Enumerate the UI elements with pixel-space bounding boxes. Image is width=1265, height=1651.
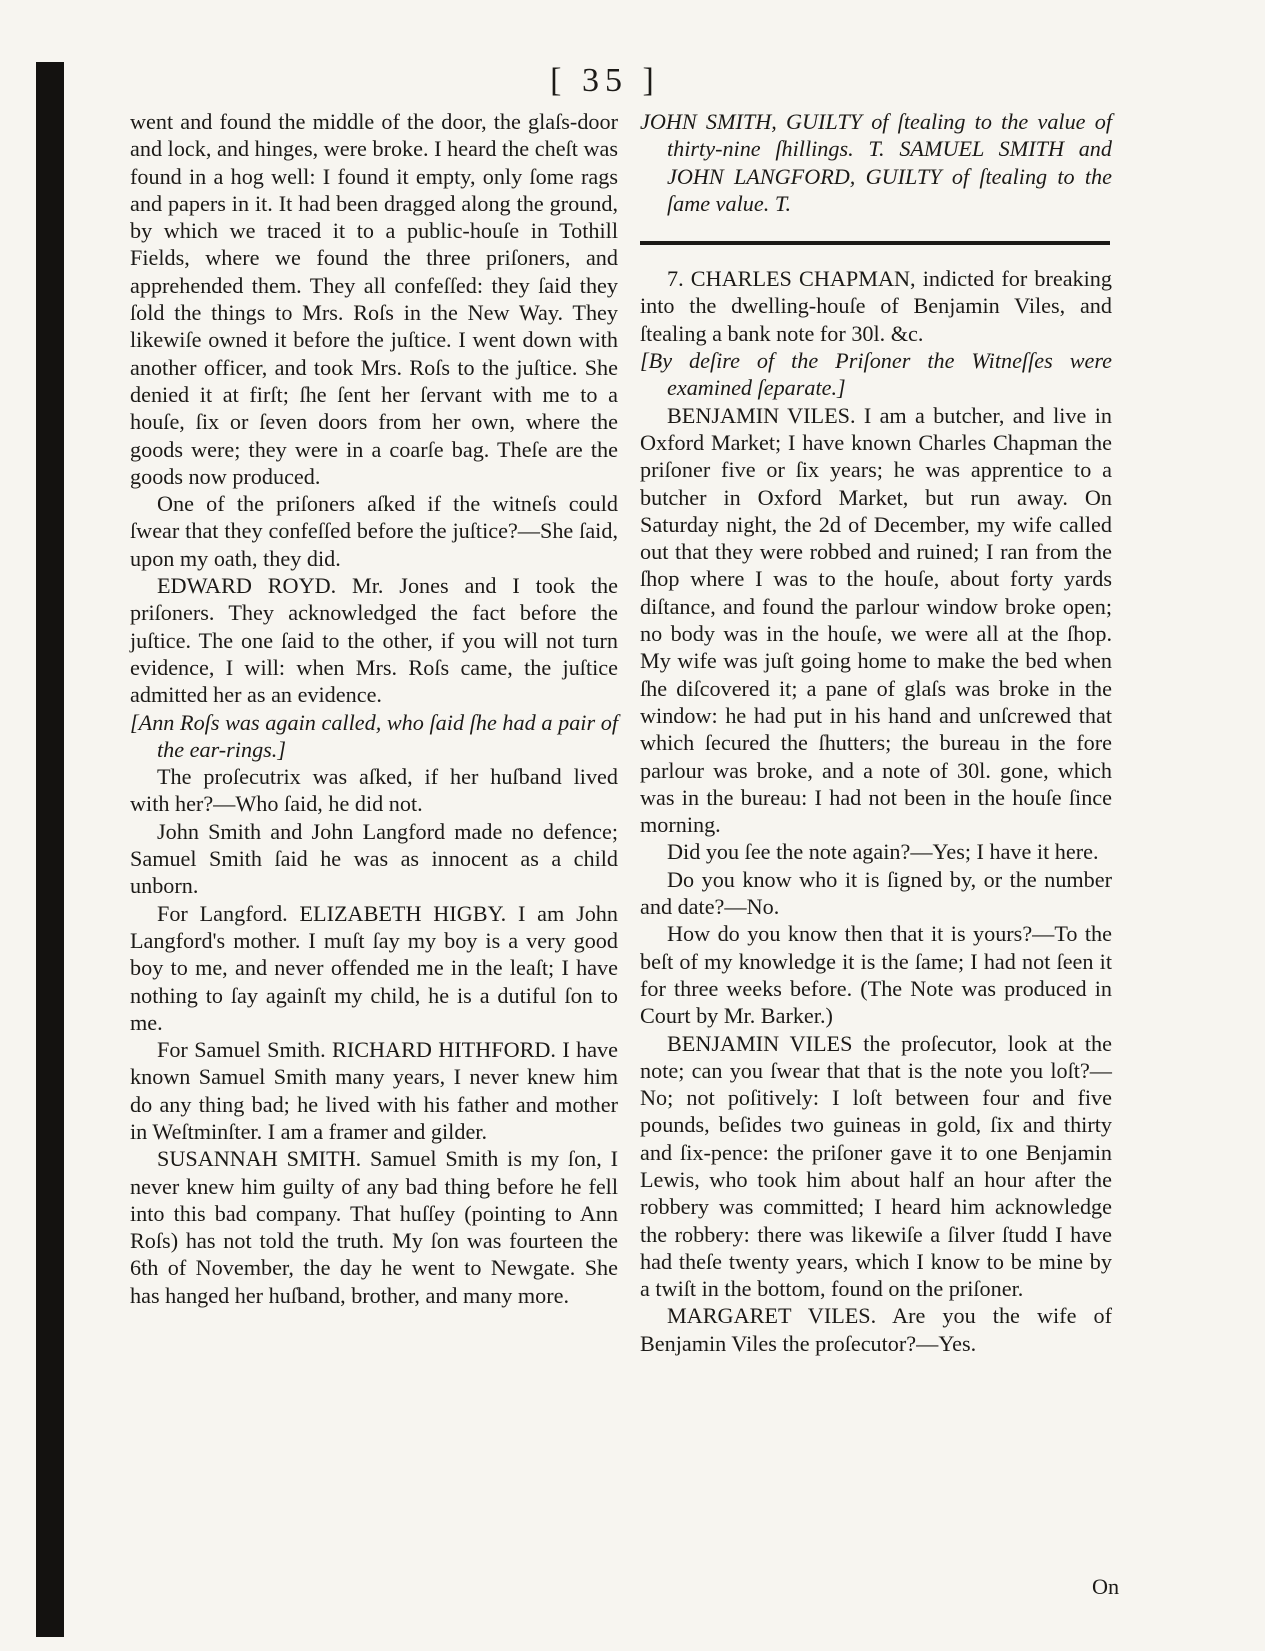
paragraph: John Smith and John Langford made no defence; Samuel Smith ſaid he was as innocent as a child unborn. bbox=[130, 818, 618, 899]
paragraph: EDWARD ROYD. Mr. Jones and I took the priſoners. They acknowledged the fact before the juſtice. The one ſaid to the other, if you will not turn evidence, I will: when Mrs. Roſs came, the juſtice admitted her as an evidence. bbox=[130, 573, 618, 708]
paragraph: BENJAMIN VILES. I am a butcher, and live in Oxford Market; I have known Charles Chapman the priſoner five or ſix years; he was apprentice to a butcher in Oxford Market, but run away. On Saturday night, the 2d of December, my wife called out that they were robbed and ruined; I ran from the ſhop where I was to the houſe, about forty yards diſtance, and found the parlour window broke open; no body was in the houſe, we were all at the ſhop. My wife was juſt going home to make the bed when ſhe diſcovered it; a pane of glaſs was broke in the window: he had put in his hand and unſcrewed that which ſecured the ſhutters; the bureau in the fore parlour was broke, and a note of 30l. gone, which was in the bureau: I had not been in the houſe ſince morning. bbox=[640, 402, 1112, 838]
paragraph: For Samuel Smith. RICHARD HITHFORD. I have known Samuel Smith many years, I never knew him do any thing bad; he lived with his father and mother in Weſtminſter. I am a framer and gilder. bbox=[130, 1037, 618, 1144]
bracketed-note: [By deſire of the Priſoner the Witneſſes were examined ſeparate.] bbox=[640, 348, 1112, 401]
catchword: On bbox=[1092, 1574, 1120, 1599]
paragraph: went and found the middle of the door, the glaſs-door and lock, and hinges, were broke. I heard the cheſt was found in a hog well: I found it empty, only ſome rags and papers in it. It had been dragged along the ground, by which we traced it to a public-houſe in Tothill Fields, where we found the three priſoners, and apprehended them. They all confeſſed: they ſaid they ſold the things to Mrs. Roſs in the New Way. They likewiſe owned it before the juſtice. I went down with another officer, and took Mrs. Roſs to the juſtice. She denied it at firſt; ſhe ſent her ſervant with me to a houſe, ſix or ſeven doors from her own, where the goods were; they were in a coarſe bag. Theſe are the goods now produced. bbox=[130, 109, 618, 489]
paragraph: The proſecutrix was aſked, if her huſband lived with her?—Who ſaid, he did not. bbox=[130, 764, 618, 817]
paragraph: Did you ſee the note again?—Yes; I have it here. bbox=[667, 839, 1099, 865]
bracketed-note: [Ann Roſs was again called, who ſaid ſhe had a pair of the ear-rings.] bbox=[130, 709, 618, 762]
paragraph: SUSANNAH SMITH. Samuel Smith is my ſon, I never knew him guilty of any bad thing before he fell into this bad company. That huſſey (pointing to Ann Roſs) has not told the truth. My ſon was fourteen the 6th of November, the day he went to Newgate. She has hanged her huſband, brother, and many more. bbox=[130, 1146, 618, 1308]
paragraph: 7. CHARLES CHAPMAN, indicted for breaking into the dwelling-houſe of Benjamin Viles, and ſtealing a bank note for 30l. &c. bbox=[640, 266, 1112, 346]
right-column bbox=[640, 108, 1112, 1357]
paragraph: Do you know who it is ſigned by, or the number and date?—No. bbox=[640, 866, 1112, 920]
left-column bbox=[130, 108, 618, 1309]
verdict: JOHN SMITH, GUILTY of ſtealing to the value of thirty-nine ſhillings. T. SAMUEL SMITH and JOHN LANGFORD, GUILTY of ſtealing to the ſame value. T. bbox=[640, 109, 1112, 216]
paragraph: How do you know then that it is yours?—To the beſt of my knowledge it is the ſame; I had not ſeen it for three weeks before. (The Note was produced in Court by Mr. Barker.) bbox=[640, 921, 1112, 1029]
binding-shadow bbox=[36, 62, 64, 1637]
paragraph: One of the priſoners aſked if the witneſs could ſwear that they confeſſed before the juſtice?—She ſaid, upon my oath, they did. bbox=[130, 491, 618, 571]
section-divider bbox=[640, 241, 1110, 245]
paragraph: For Langford. ELIZABETH HIGBY. I am John Langford's mother. I muſt ſay my boy is a very good boy to me, and never offended me in the leaſt; I have nothing to ſay againſt my child, he is a dutiful ſon to me. bbox=[130, 900, 618, 1035]
paragraph: BENJAMIN VILES the proſecutor, look at the note; can you ſwear that that is the note you loſt?—No; not poſitively: I loſt between four and five pounds, beſides two guineas in gold, ſix and thirty and ſix-pence: the priſoner gave it to one Benjamin Lewis, who took him about half an hour after the robbery was committed; I heard him acknowledge the robbery: there was likewiſe a ſilver ſtudd I have had theſe twenty years, which I know to be mine by a twiſt in the bottom, found on the priſoner. bbox=[640, 1030, 1112, 1302]
paragraph: MARGARET VILES. Are you the wife of Benjamin Viles the proſecutor?—Yes. bbox=[640, 1303, 1112, 1356]
page-number: [ 35 ] bbox=[550, 62, 660, 99]
